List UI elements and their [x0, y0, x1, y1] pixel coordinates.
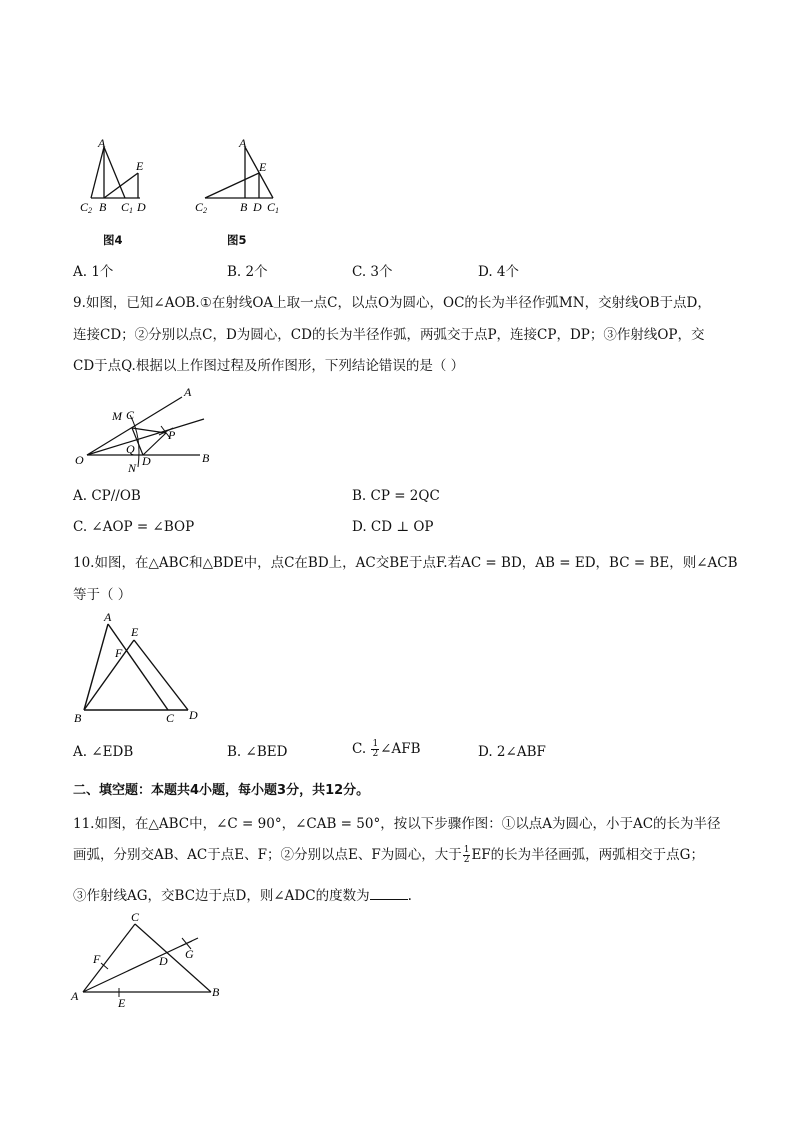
q10-label-D: D [189, 708, 198, 722]
q8-option-b: B. 2个 [227, 264, 268, 280]
q10-option-c [352, 740, 421, 759]
section2-title: 二、填空题：本题共4小题，每小题3分，共12分。 [73, 783, 370, 798]
q9-label-Q: Q [126, 442, 135, 456]
q9-ray-OP [87, 419, 204, 455]
q11-label-D: D [159, 954, 168, 968]
figure-4 [75, 135, 165, 215]
q11-arc-mark-G2 [181, 941, 192, 946]
q10-option-c-fraction: $\frac{1}{2}$ [372, 739, 379, 759]
q9-label-D: D [142, 454, 151, 468]
q11-label-F: F [93, 952, 101, 966]
q11-segment-CB [135, 924, 211, 992]
q9-option-a: A. CP//OB [73, 488, 141, 504]
q11-text-line2-a: 画弧，分别交AB、AC于点E、F；②分别以点E、F为圆心，大于 [73, 847, 462, 863]
q11-text-line3-body: ③作射线AG，交BC边于点D，则∠ADC的度数为 [73, 888, 370, 904]
fig4-label-C2: C2 [80, 200, 93, 215]
figure-5 [193, 135, 293, 215]
q11-answer-blank[interactable] [370, 887, 408, 900]
q10-option-c-rest: ∠AFB [380, 741, 421, 757]
q10-label-E: E [131, 625, 139, 639]
q9-figure [70, 382, 220, 474]
q9-label-O: O [75, 453, 84, 467]
q11-label-B: B [212, 985, 220, 999]
q11-label-E: E [118, 996, 126, 1010]
q11-text-line2-b: EF的长为半径画弧，两弧相交于点G； [471, 847, 704, 863]
q9-text-line2: 连接CD；②分别以点C，D为圆心，CD的长为半径作弧，两弧交于点P，连接CP，DP；③作射线OP，交 [73, 327, 705, 343]
q9-label-P: P [168, 428, 176, 442]
fig5-label-C1: C1 [267, 200, 280, 215]
q11-label-G: G [185, 947, 194, 961]
fig4-label-E: E [136, 159, 144, 173]
q10-label-F: F [115, 646, 123, 660]
q10-segment-AB [84, 624, 108, 710]
fig4-label-B: B [99, 200, 107, 214]
q8-option-d: D. 4个 [478, 264, 520, 280]
fig4-label-A: A [98, 136, 106, 150]
fig5-label-B: B [240, 200, 248, 214]
q9-label-C: C [126, 408, 135, 422]
q10-option-c-prefix: C. [352, 741, 371, 757]
q9-option-d: D. CD ⊥ OP [352, 519, 434, 535]
q10-option-d: D. 2∠ABF [478, 744, 546, 760]
q10-label-A: A [104, 610, 112, 624]
q8-option-a: A. 1个 [73, 264, 114, 280]
q9-text-line1: 9.如图，已知∠AOB.①在射线OA上取一点C，以点O为圆心，OC的长为半径作弧MN，交射线OB于点D， [73, 295, 711, 311]
q9-option-c: C. ∠AOP = ∠BOP [73, 519, 195, 535]
q9-text-line3: CD于点Q.根据以上作图过程及所作图形，下列结论错误的是（ ） [73, 358, 465, 374]
q9-label-B: B [202, 451, 210, 465]
q10-option-a: A. ∠EDB [73, 744, 134, 760]
q10-option-b: B. ∠BED [227, 744, 288, 760]
q11-segment-AC [83, 924, 135, 992]
q8-option-c: C. 3个 [352, 264, 393, 280]
q10-label-C: C [166, 711, 175, 725]
q10-figure [70, 610, 210, 725]
q9-label-A: A [184, 385, 192, 399]
fig4-segment-BE [104, 173, 138, 198]
q11-text-line3-end: . [407, 888, 412, 904]
fig4-label-C1: C1 [121, 200, 134, 215]
q9-label-N: N [128, 461, 137, 475]
fig5-caption: 图5 [227, 233, 247, 247]
fig5-label-E: E [259, 160, 267, 174]
q11-text-line1: 11.如图，在△ABC中，∠C = 90°，∠CAB = 50°，按以下步骤作图：①以点A为圆心，小于AC的长为半径 [73, 816, 721, 832]
fig4-caption: 图4 [103, 233, 123, 247]
q10-label-B: B [74, 711, 82, 725]
q11-fraction: $\frac{1}{2}$ [463, 845, 470, 865]
fig4-label-D: D [137, 200, 146, 214]
q10-text-line1: 10.如图，在△ABC和△BDE中，点C在BD上，AC交BE于点F.若AC = BD，AB = ED，BC = BE，则∠ACB [73, 555, 738, 571]
q11-text-line2 [73, 843, 704, 865]
q11-figure [65, 908, 235, 1013]
fig5-label-C2: C2 [195, 200, 208, 215]
fig5-segment-C2E [205, 173, 259, 198]
q9-option-b: B. CP = 2QC [352, 488, 440, 504]
fig5-label-D: D [253, 200, 262, 214]
fig5-label-A: A [239, 136, 247, 150]
fig4-segment-AC2 [91, 147, 104, 198]
q11-label-A: A [71, 989, 79, 1003]
q11-text-line3 [73, 884, 412, 904]
q10-text-line2: 等于（ ） [73, 587, 132, 603]
q10-segment-BE [84, 640, 134, 710]
q11-label-C: C [131, 910, 140, 924]
q9-label-M: M [112, 409, 122, 423]
